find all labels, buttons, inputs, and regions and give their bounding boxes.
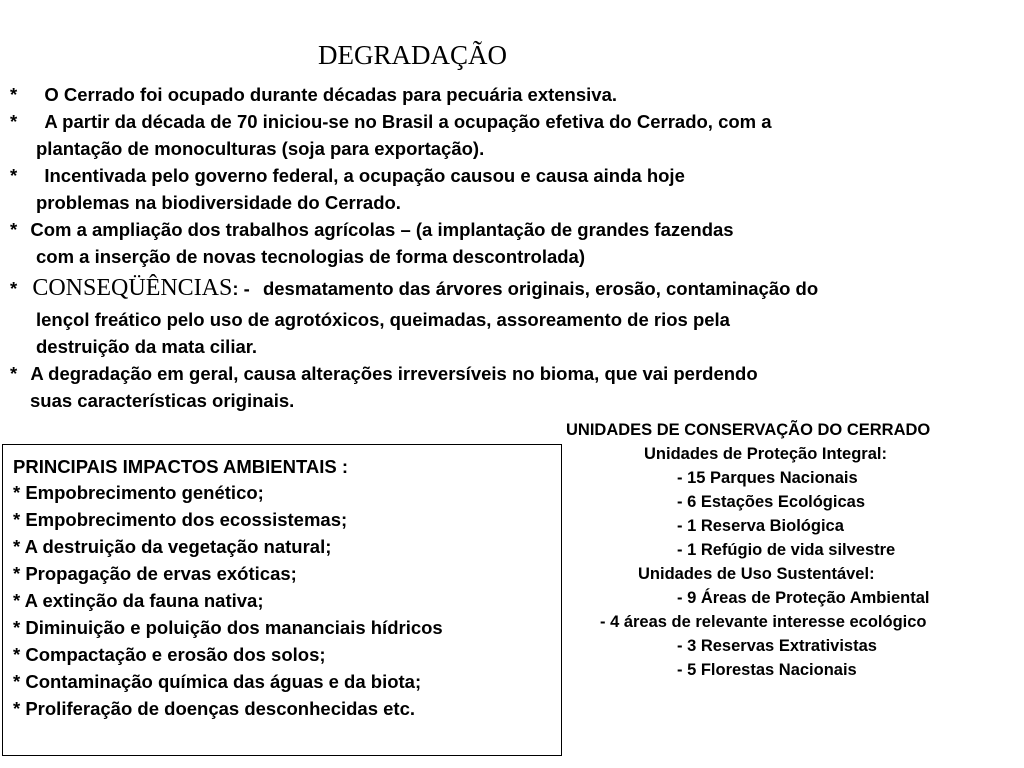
bullet-2-continuation: plantação de monoculturas (soja para exportação). <box>36 138 485 159</box>
conservation-units-heading: UNIDADES DE CONSERVAÇÃO DO CERRADO <box>566 421 931 439</box>
impact-item: * Empobrecimento dos ecossistemas; <box>13 509 348 530</box>
bullet-5-text: desmatamento das árvores originais, erosão, contaminação do <box>262 278 819 299</box>
bullet-4 <box>10 218 734 242</box>
bullet-6 <box>10 362 758 386</box>
impact-item: * A extinção da fauna nativa; <box>13 590 264 611</box>
bullet-1 <box>10 83 617 107</box>
bullet-2-text: A partir da década de 70 iniciou-se no Brasil a ocupação efetiva do Cerrado, com a <box>44 111 772 132</box>
consequences-separator: : - <box>232 278 250 299</box>
bullet-2 <box>10 110 772 134</box>
bullet-6-continuation: suas características originais. <box>30 390 295 411</box>
integral-unit-item: - 1 Refúgio de vida silvestre <box>677 541 896 559</box>
bullet-marker: * <box>10 84 18 105</box>
bullet-marker: * <box>10 278 18 299</box>
sustainable-unit-item: - 3 Reservas Extrativistas <box>677 637 877 655</box>
sustainable-unit-item: - 5 Florestas Nacionais <box>677 661 857 679</box>
impacts-box <box>2 444 562 756</box>
impact-item: * A destruição da vegetação natural; <box>13 536 332 557</box>
impact-item: * Compactação e erosão dos solos; <box>13 644 326 665</box>
bullet-6-text: A degradação em geral, causa alterações irreversíveis no bioma, que vai perdendo <box>30 363 758 384</box>
impact-item: * Empobrecimento genético; <box>13 482 264 503</box>
document-title: DEGRADAÇÃO <box>318 40 507 70</box>
bullet-3-text: Incentivada pelo governo federal, a ocupação causou e causa ainda hoje <box>44 165 685 186</box>
bullet-marker: * <box>10 165 18 186</box>
bullet-5 <box>10 276 818 301</box>
impact-item: * Propagação de ervas exóticas; <box>13 563 297 584</box>
sustainable-unit-item: - 9 Áreas de Proteção Ambiental <box>677 589 930 607</box>
bullet-4-continuation: com a inserção de novas tecnologias de forma descontrolada) <box>36 246 585 267</box>
sustainable-use-heading: Unidades de Uso Sustentável: <box>638 565 875 583</box>
bullet-1-text: O Cerrado foi ocupado durante décadas para pecuária extensiva. <box>44 84 618 105</box>
bullet-5-continuation-1: lençol freático pelo uso de agrotóxicos, queimadas, assoreamento de rios pela <box>36 309 730 330</box>
bullet-4-text: Com a ampliação dos trabalhos agrícolas – (a implantação de grandes fazendas <box>30 219 734 240</box>
sustainable-unit-item: - 4 áreas de relevante interesse ecológico <box>600 613 927 631</box>
bullet-3-continuation: problemas na biodiversidade do Cerrado. <box>36 192 401 213</box>
bullet-marker: * <box>10 111 18 132</box>
bullet-marker: * <box>10 219 18 240</box>
impact-item: * Proliferação de doenças desconhecidas etc. <box>13 698 416 719</box>
impacts-heading: PRINCIPAIS IMPACTOS AMBIENTAIS : <box>13 456 349 477</box>
impact-item: * Diminuição e poluição dos mananciais hídricos <box>13 617 443 638</box>
integral-protection-heading: Unidades de Proteção Integral: <box>644 445 887 463</box>
bullet-3 <box>10 164 685 188</box>
bullet-marker: * <box>10 363 18 384</box>
bullet-5-continuation-2: destruição da mata ciliar. <box>36 336 258 357</box>
impact-item: * Contaminação química das águas e da biota; <box>13 671 422 692</box>
integral-unit-item: - 6 Estações Ecológicas <box>677 493 866 511</box>
integral-unit-item: - 1 Reserva Biológica <box>677 517 844 535</box>
consequences-heading: CONSEQÜÊNCIAS <box>32 275 233 301</box>
integral-unit-item: - 15 Parques Nacionais <box>677 469 858 487</box>
